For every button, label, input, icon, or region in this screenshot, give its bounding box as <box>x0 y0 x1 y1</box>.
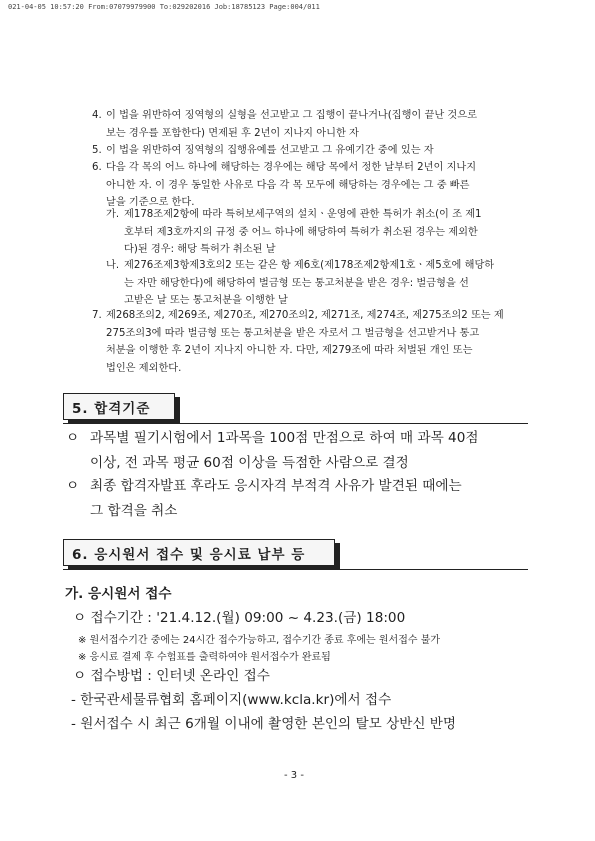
item-line: 275조의3에 따라 벌금형 또는 통고처분을 받은 자로서 그 벌금형을 선고받거나 통고 <box>106 327 480 339</box>
item-line: 이 법을 위반하여 징역형의 집행유예를 선고받고 그 유예기간 중에 있는 자 <box>106 145 434 156</box>
section-heading-6 <box>63 539 335 566</box>
list-item <box>92 142 524 160</box>
section-title: 5. 합격기준 <box>72 400 151 417</box>
dash-line: - 한국관세물류협회 홈페이지(www.kcla.kr)에서 접수 <box>71 692 392 708</box>
item-number: 6. <box>92 162 102 173</box>
bullet-line: 과목별 필기시험에서 1과목을 100점 만점으로 하여 매 과목 40점 <box>90 430 479 446</box>
list-item <box>92 107 524 142</box>
bullet-marker: ㅇ <box>66 430 80 446</box>
period-line: ㅇ 접수기간 : '21.4.12.(월) 09:00 ~ 4.23.(금) 18:00 <box>73 610 406 626</box>
fax-header: 021-04-05 10:57:20 From:07079979900 To:029202016 Job:18785123 Page:004/011 <box>8 3 320 11</box>
bullet-line: 이상, 전 과목 평균 60점 이상을 득점한 사람으로 결정 <box>90 455 409 471</box>
item-line: 법인은 제외한다. <box>106 362 182 374</box>
item-line: 다음 각 목의 어느 하나에 해당하는 경우에는 해당 목에서 정한 날부터 2년이 지나지 <box>106 162 477 173</box>
note-line: ※ 응시료 결제 후 수험표를 출력하여야 원서접수가 완료됨 <box>78 652 331 663</box>
item-number: 나. <box>106 260 120 271</box>
bullet-marker: ㅇ <box>66 478 80 494</box>
item-line: 날을 기준으로 한다. <box>106 197 195 208</box>
subsection-title: 가. 응시원서 접수 <box>65 586 172 602</box>
item-line: 다)된 경우: 해당 특허가 취소된 날 <box>124 244 276 255</box>
item-line: 제268조의2, 제269조, 제270조, 제270조의2, 제271조, 제274조, 제275조의2 또는 제 <box>106 310 504 321</box>
item-line: 는 자만 해당한다)에 해당하여 벌금형 또는 통고처분을 받은 경우: 벌금형을 선 <box>124 277 469 289</box>
section-heading-5 <box>63 393 175 420</box>
list-item <box>106 257 524 310</box>
bullet-item <box>66 426 536 476</box>
item-line: 처분을 이행한 후 2년이 지나지 아니한 자. 다만, 제279조에 따라 처벌된 개인 또는 <box>106 345 473 356</box>
note-line: ※ 원서접수기간 중에는 24시간 접수가능하고, 접수기간 종료 후에는 원서접수 불가 <box>78 635 441 646</box>
item-line: 보는 경우를 포함한다) 면제된 후 2년이 지나지 아니한 자 <box>106 127 359 139</box>
item-number: 5. <box>92 145 102 156</box>
item-line: 이 법을 위반하여 징역형의 실형을 선고받고 그 집행이 끝나거나(집행이 끝난 것으로 <box>106 110 477 121</box>
item-line: 제178조제2항에 따라 특허보세구역의 설치ㆍ운영에 관한 특허가 취소(이 조 제1 <box>124 209 482 220</box>
list-item <box>92 159 524 212</box>
page-number: - 3 - <box>284 770 304 781</box>
bullet-line: 그 합격을 취소 <box>90 503 178 519</box>
item-line: 제276조제3항제3호의2 또는 같은 항 제6호(제178조제2항제1호ㆍ제5호에 해당하 <box>124 260 495 271</box>
item-number: 4. <box>92 110 102 121</box>
section-title: 6. 응시원서 접수 및 응시료 납부 등 <box>72 546 306 563</box>
bullet-line: 최종 합격자발표 후라도 응시자격 부적격 사유가 발견된 때에는 <box>90 478 462 494</box>
bullet-item <box>66 474 536 524</box>
section-underline <box>63 423 528 424</box>
dash-line: - 원서접수 시 최근 6개월 이내에 촬영한 본인의 탈모 상반신 반명 <box>71 716 457 732</box>
list-item <box>106 206 524 259</box>
section-underline <box>63 569 528 570</box>
item-number: 가. <box>106 209 120 220</box>
item-line: 아니한 자. 이 경우 동일한 사유로 다음 각 목 모두에 해당하는 경우에는 그 중 빠른 <box>106 179 470 191</box>
list-item <box>92 307 524 377</box>
item-number: 7. <box>92 310 102 321</box>
item-line: 고받은 날 또는 통고처분을 이행한 날 <box>124 295 288 306</box>
method-line: ㅇ 접수방법 : 인터넷 온라인 접수 <box>73 668 270 684</box>
item-line: 호부터 제3호까지의 규정 중 어느 하나에 해당하여 특허가 취소된 경우는 제외한 <box>124 226 478 238</box>
